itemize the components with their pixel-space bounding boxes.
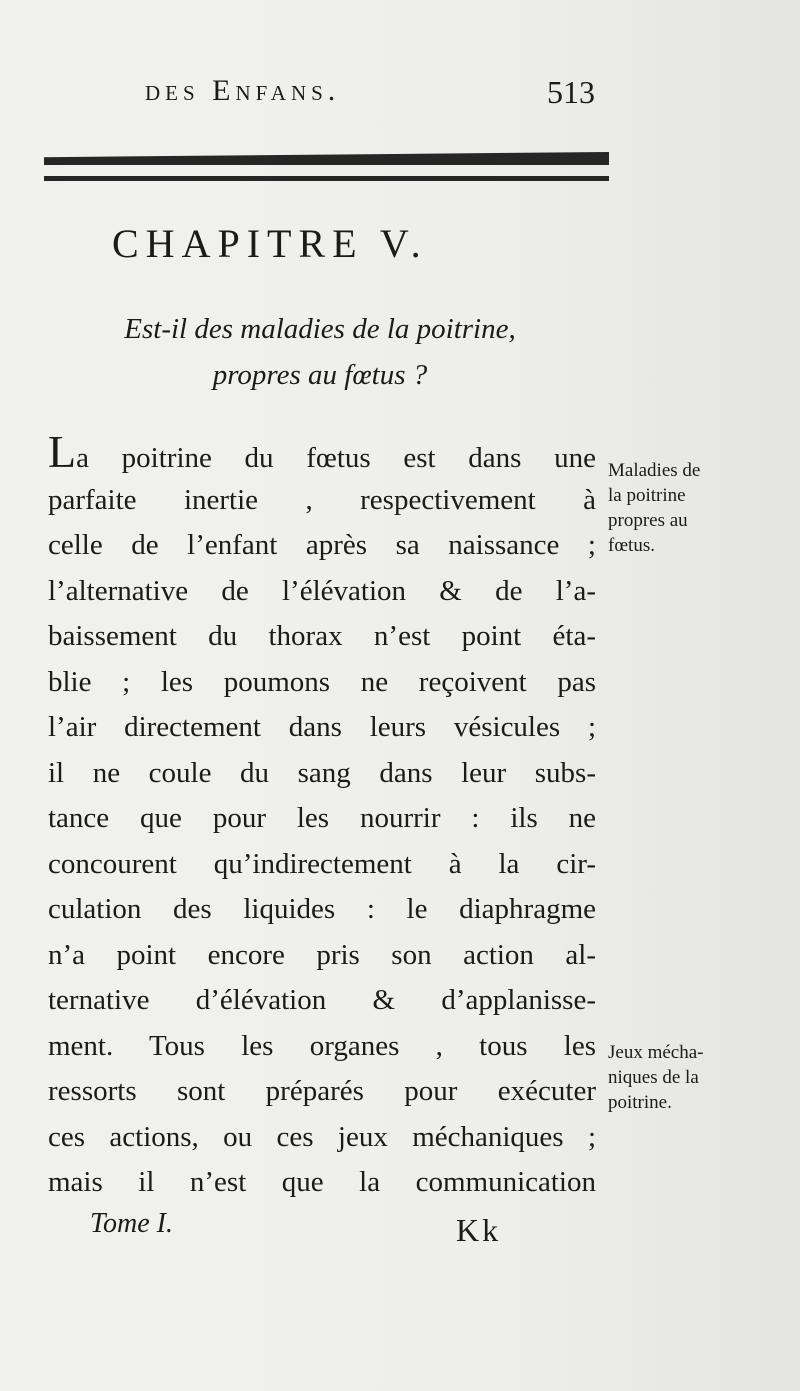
- body-line: baissement du thorax n’est point éta-: [48, 620, 596, 652]
- drop-cap: L: [48, 426, 77, 477]
- body-line: l’air directement dans leurs vésicules ;: [48, 711, 596, 743]
- margin-note-line: fœtus.: [608, 535, 655, 556]
- ornamental-rule-thin: [44, 176, 609, 181]
- margin-note-line: Jeux mécha-: [608, 1042, 704, 1063]
- body-line: ces actions, ou ces jeux méchaniques ;: [48, 1120, 596, 1153]
- subtitle-line: propres au fœtus ?: [212, 359, 428, 391]
- margin-note-line: poitrine.: [608, 1092, 672, 1113]
- body-text: [48, 426, 596, 1206]
- chapter-title: CHAPITRE V.: [112, 221, 428, 266]
- body-line: blie ; les poumons ne reçoivent pas: [48, 665, 596, 698]
- subtitle-line: Est-il des maladies de la poitrine,: [124, 313, 516, 345]
- body-line: concourent qu’indirectement à la cir-: [48, 847, 596, 880]
- body-line-text: a poitrine du fœtus est dans une: [76, 442, 596, 474]
- signature-mark: Kk: [456, 1212, 502, 1248]
- body-line: il ne coule du sang dans leur subs-: [48, 756, 596, 789]
- margin-note-line: Maladies de: [608, 460, 701, 481]
- margin-note: [608, 458, 758, 558]
- running-title: des Enfans.: [145, 74, 341, 107]
- margin-note: [608, 1040, 758, 1115]
- body-line: culation des liquides : le diaphragme: [48, 893, 596, 925]
- ornamental-rule-thick: [44, 152, 609, 165]
- body-line: ment. Tous les organes , tous les: [48, 1029, 596, 1062]
- body-line: parfaite inertie , respectivement à: [48, 483, 596, 516]
- body-line: l’alternative de l’élévation & de l’a-: [48, 574, 596, 607]
- chapter-subtitle: [40, 306, 600, 398]
- body-line: ternative d’élévation & d’applanisse-: [48, 984, 596, 1016]
- body-line: ressorts sont préparés pour exécuter: [48, 1075, 596, 1107]
- body-line: n’a point encore pris son action al-: [48, 938, 596, 971]
- margin-note-line: propres au: [608, 510, 688, 531]
- page-number: 513: [547, 74, 595, 110]
- body-line: mais il n’est que la communication: [48, 1166, 596, 1198]
- margin-note-line: niques de la: [608, 1067, 699, 1088]
- body-line: [48, 426, 596, 478]
- running-head: [145, 70, 595, 120]
- body-line: celle de l’enfant après sa naissance ;: [48, 529, 596, 561]
- margin-note-line: la poitrine: [608, 485, 686, 506]
- volume-footer: Tome I.: [90, 1208, 173, 1239]
- body-line: tance que pour les nourrir : ils ne: [48, 802, 596, 834]
